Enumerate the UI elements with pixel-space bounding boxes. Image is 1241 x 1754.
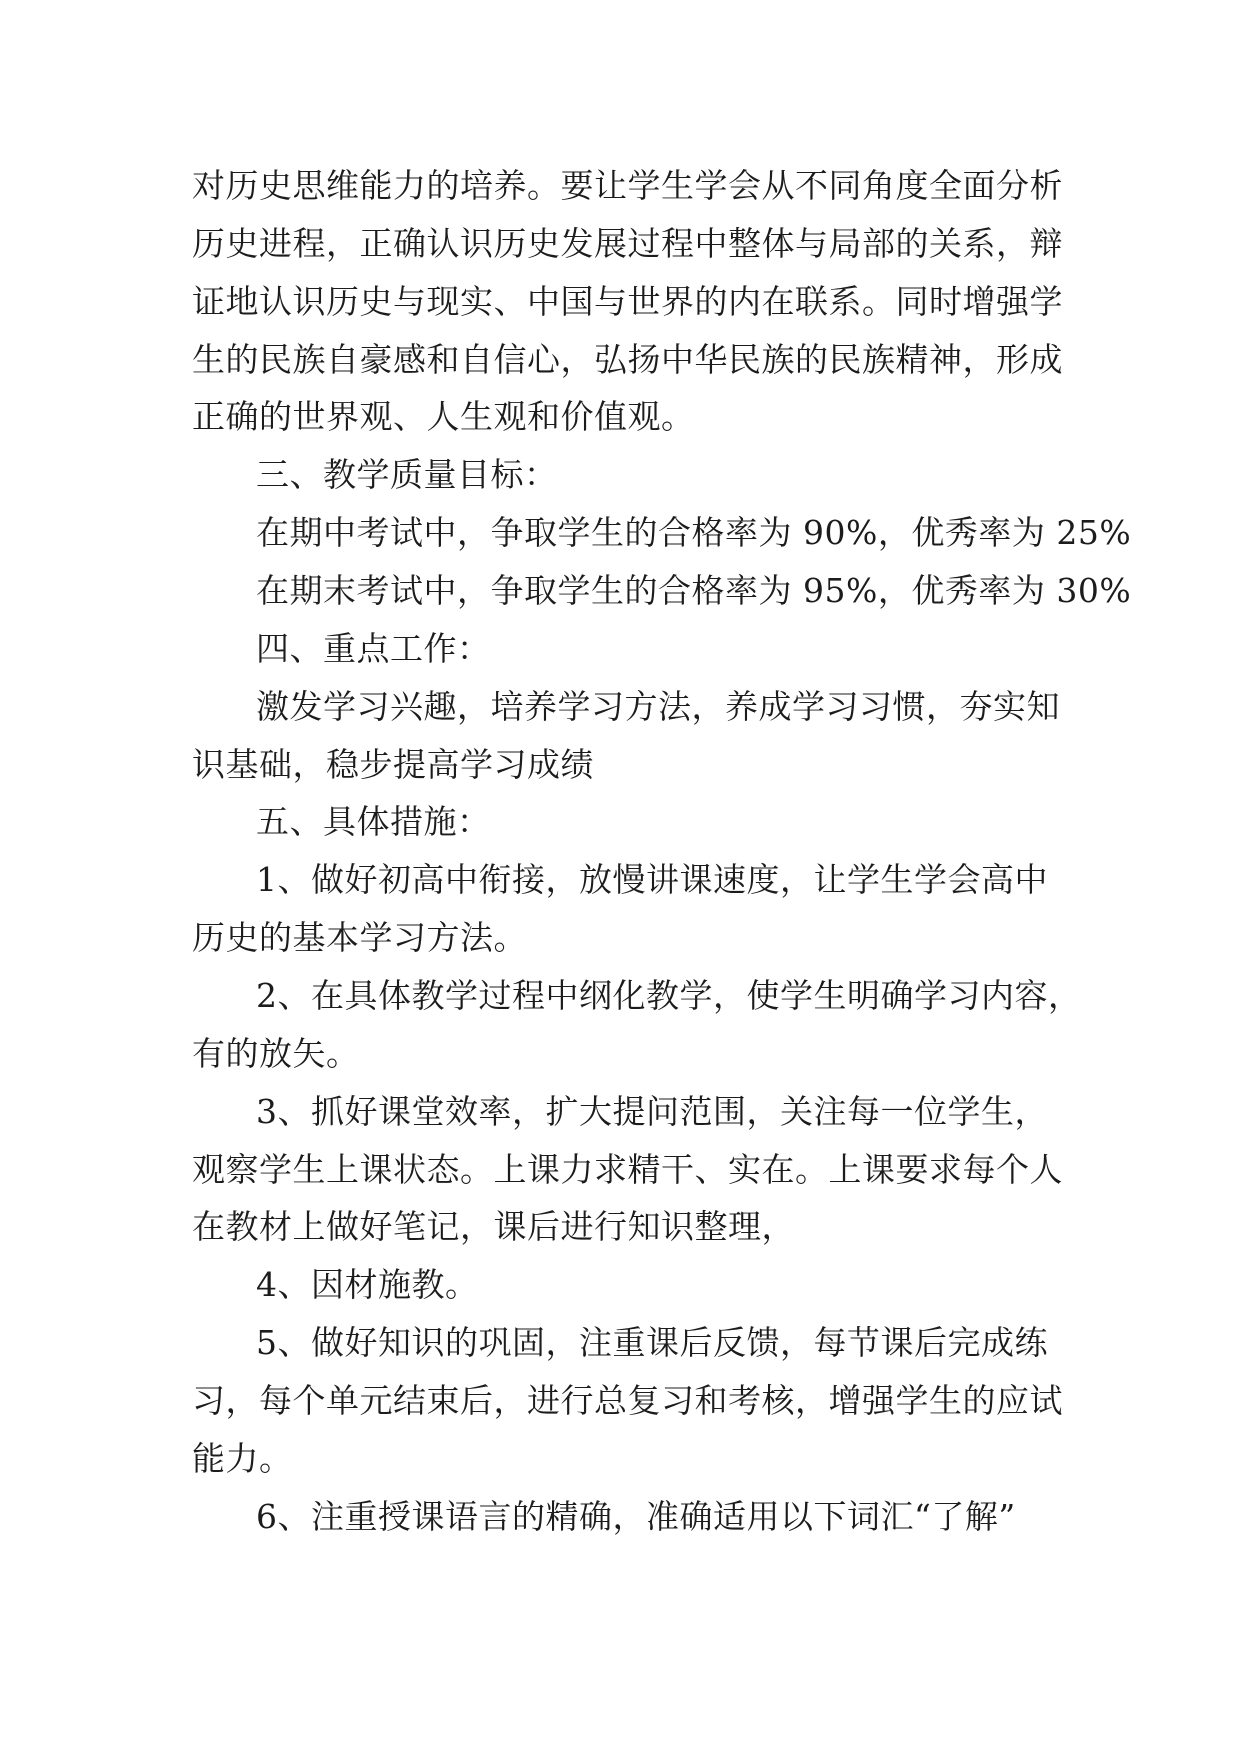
- text-line: 习，每个单元结束后，进行总复习和考核，增强学生的应试: [192, 1381, 1063, 1420]
- text-line: 历史进程，正确认识历史发展过程中整体与局部的关系，辩: [192, 224, 1063, 263]
- text-line: 观察学生上课状态。上课力求精干、实在。上课要求每个人: [192, 1150, 1063, 1189]
- list-item: 6、注重授课语言的精确，准确适用以下词汇“了解”: [256, 1497, 1016, 1536]
- text-line: 识基础，稳步提高学习成绩: [192, 745, 594, 784]
- text-line: 对历史思维能力的培养。要让学生学会从不同角度全面分析: [192, 166, 1063, 205]
- list-item: 1、做好初高中衔接，放慢讲课速度，让学生学会高中: [256, 860, 1048, 899]
- text-line: 历史的基本学习方法。: [192, 918, 527, 957]
- list-item: 4、因材施教。: [256, 1265, 479, 1304]
- text-line: 有的放矢。: [192, 1034, 360, 1073]
- text-line: 在教材上做好笔记，课后进行知识整理，: [192, 1207, 795, 1246]
- text-line: 证地认识历史与现实、中国与世界的内在联系。同时增强学: [192, 282, 1063, 321]
- list-item: 3、抓好课堂效率，扩大提问范围，关注每一位学生，: [256, 1092, 1048, 1131]
- section-heading: 三、教学质量目标：: [256, 455, 558, 494]
- text-line: 生的民族自豪感和自信心，弘扬中华民族的民族精神，形成: [192, 340, 1063, 379]
- section-heading: 五、具体措施：: [256, 802, 491, 841]
- text-line: 能力。: [192, 1439, 293, 1478]
- list-item: 5、做好知识的巩固，注重课后反馈，每节课后完成练: [256, 1323, 1048, 1362]
- section-heading: 四、重点工作：: [256, 629, 491, 668]
- text-line: 正确的世界观、人生观和价值观。: [192, 397, 695, 436]
- list-item: 2、在具体教学过程中纲化教学，使学生明确学习内容，: [256, 976, 1082, 1015]
- text-line: 激发学习兴趣，培养学习方法，养成学习习惯，夯实知: [256, 687, 1060, 726]
- text-line: 在期末考试中，争取学生的合格率为 95%，优秀率为 30%: [256, 571, 1132, 610]
- text-line: 在期中考试中，争取学生的合格率为 90%，优秀率为 25%: [256, 513, 1132, 552]
